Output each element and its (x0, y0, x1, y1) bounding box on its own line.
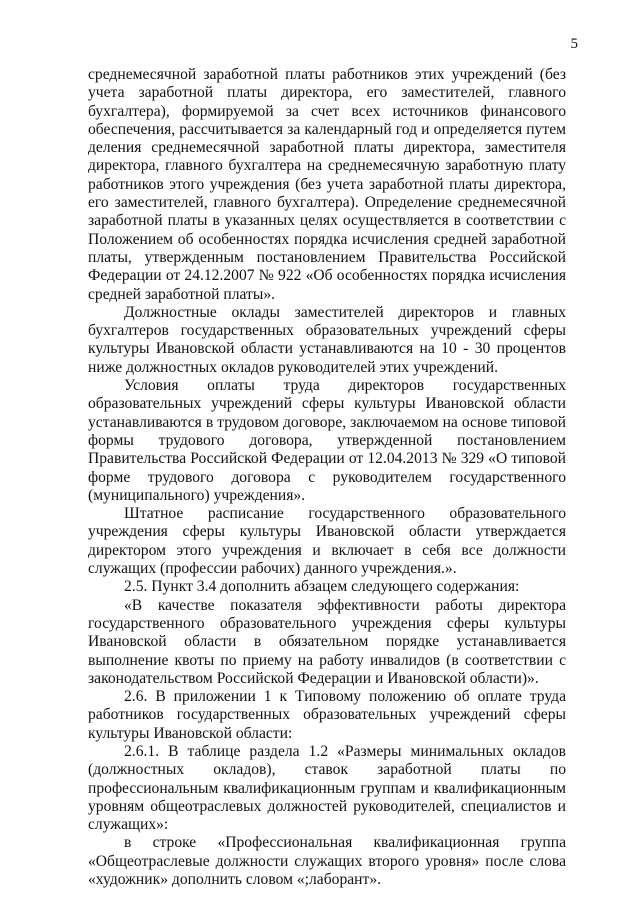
paragraph-4: Штатное расписание государственного образовательного учреждения сферы культуры Ивановской области утверждается директором этого учреждения и включает в себя все должности служащих (профессии рабочих) данного учреждения.». (88, 505, 566, 578)
paragraph-7: 2.6. В приложении 1 к Типовому положению об оплате труда работников государственных образовательных учреждений сферы культуры Ивановской области: (88, 688, 566, 742)
paragraph-5: 2.5. Пункт 3.4 дополнить абзацем следующего содержания: (124, 578, 520, 596)
paragraph-9: в строке «Профессиональная квалификационная группа «Общеотраслевые должности служащих второго уровня» после слова «художник» дополнить словом «;лаборант». (88, 834, 566, 889)
paragraph-1: среднемесячной заработной платы работников этих учреждений (без учета заработной платы директора, его заместителей, главного бухгалтера), формируемой за счет всех источников финансового обеспечения, рассчитывается за календарный год и определяется путем деления среднемесячной заработной платы директора, заместителя директора, главного бухгалтера на среднемесячную заработную плату работников этого учреждения (без учета заработной платы директора, его заместителей, главного бухгалтера). Определение среднемесячной заработной платы в указанных целях осуществляется в соответствии с Положением об особенностях порядка исчисления средней заработной платы, утвержденным постановлением Правительства Российской Федерации от 24.12.2007 № 922 «Об особенностях порядка исчисления средней заработной платы». (88, 66, 566, 303)
paragraph-8: 2.6.1. В таблице раздела 1.2 «Размеры минимальных окладов (должностных окладов), ставок заработной платы по профессиональным квалификационным группам и квалификационным уровням общеотраслевых должностей руководителей, специалистов и служащих»: (88, 742, 566, 834)
page-number: 5 (570, 36, 578, 52)
paragraph-6: «В качестве показателя эффективности работы директора государственного образовательного учреждения сферы культуры Ивановской области в обязательном порядке устанавливается выполнение квоты по приему на работу инвалидов (в соответствии с законодательством Российской Федерации и Ивановской области)». (88, 596, 566, 687)
document-body (88, 66, 566, 889)
paragraph-2: Должностные оклады заместителей директоров и главных бухгалтеров государственных образовательных учреждений сферы культуры Ивановской области устанавливаются на 10 - 30 процентов ниже должностных окладов руководителей этих учреждений. (88, 303, 566, 376)
paragraph-3: Условия оплаты труда директоров государственных образовательных учреждений сферы культуры Ивановской области устанавливаются в трудовом договоре, заключаемом на основе типовой формы трудового договора, утвержденной постановлением Правительства Российской Федерации от 12.04.2013 № 329 «О типовой форме трудового договора с руководителем государственного (муниципального) учреждения». (88, 377, 566, 504)
